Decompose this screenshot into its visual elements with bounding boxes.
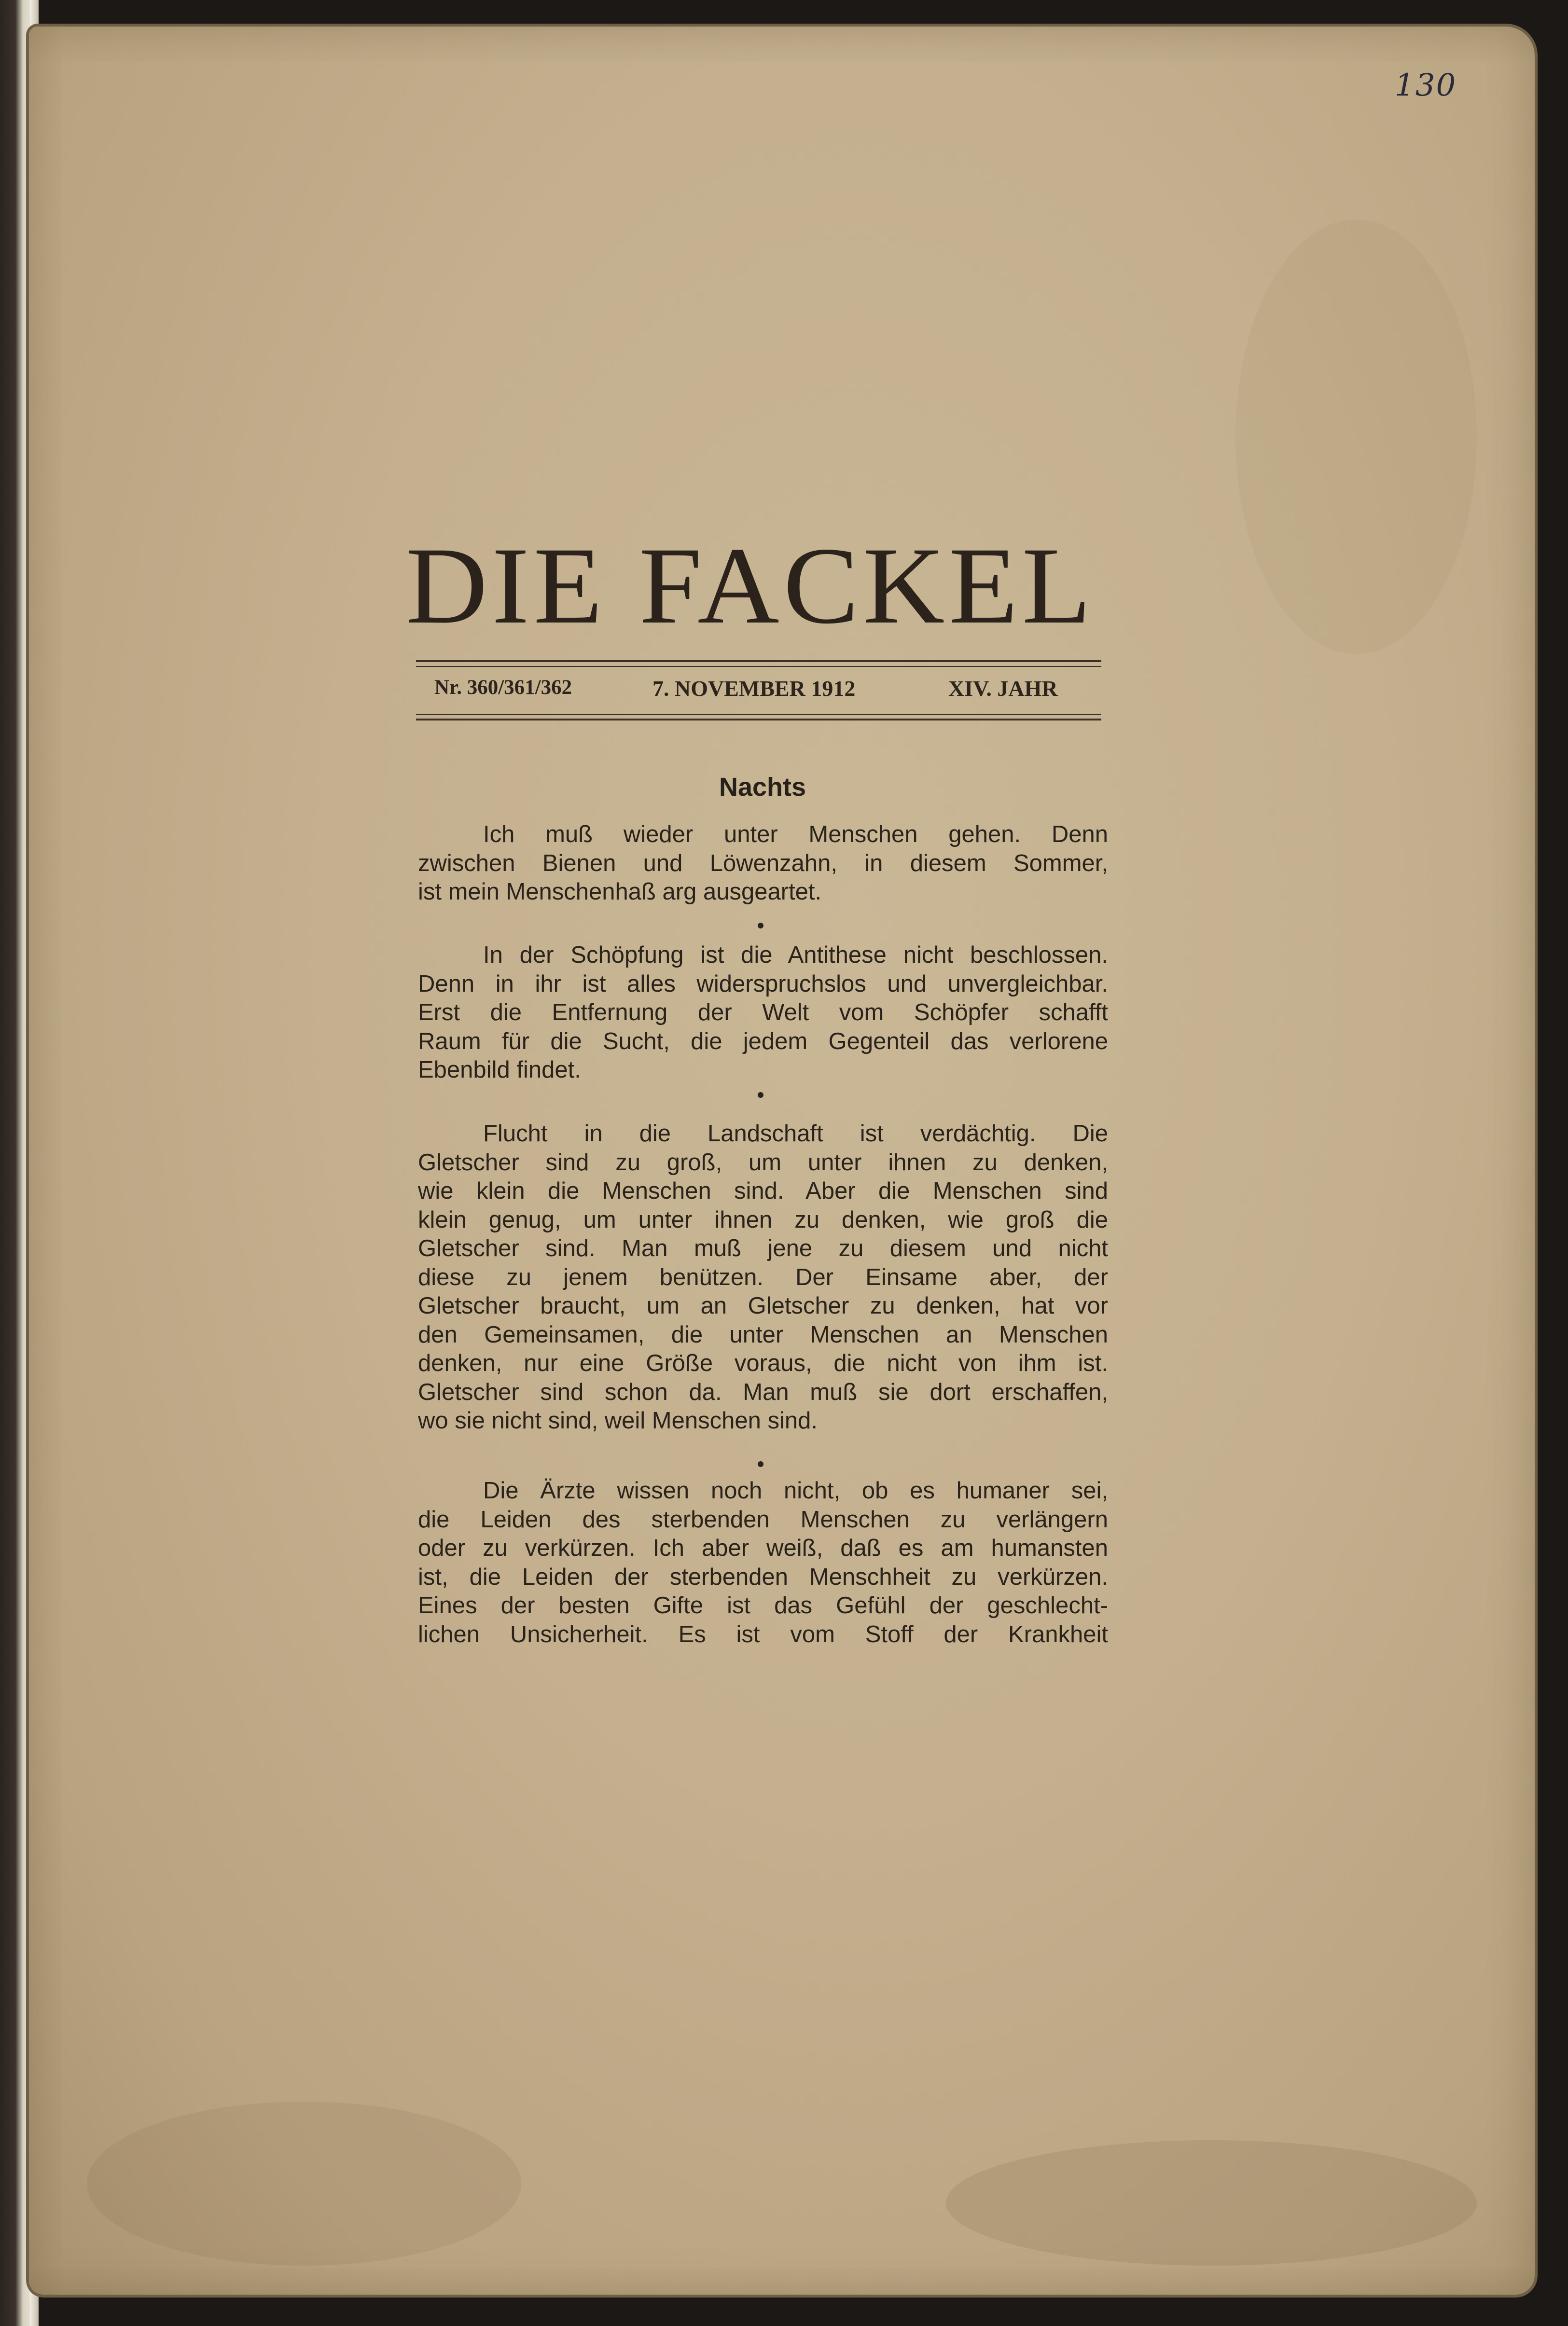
issue-volume: XIV. JAHR [948,676,1058,701]
text-line: ist, die Leiden der sterbenden Menschheit zu verkürzen. [418,1564,1108,1590]
text-line: Ebenbild findet. [418,1057,581,1083]
issue-date: 7. NOVEMBER 1912 [652,676,856,701]
section-separator-dot [758,1092,763,1098]
text-line: Gletscher braucht, um an Gletscher zu denken, hat vor [418,1293,1108,1319]
masthead-rule [416,714,1101,715]
text-line: klein genug, um unter ihnen zu denken, wie groß die [418,1206,1108,1233]
text-line: lichen Unsicherheit. Es ist vom Stoff der Krankheit [418,1621,1108,1648]
article-title: Nachts [719,773,806,802]
handwritten-folio-number: 130 [1395,68,1457,103]
text-line: ist mein Menschenhaß arg ausgeartet. [418,879,822,905]
text-line: Die Ärzte wissen noch nicht, ob es humaner sei, [483,1478,1108,1504]
paper-stain [1235,220,1477,654]
text-line: Gletscher sind. Man muß jene zu diesem und nicht [418,1235,1108,1261]
text-line: zwischen Bienen und Löwenzahn, in diesem Sommer, [418,850,1108,876]
issue-line [430,676,1091,705]
text-line: Ich muß wieder unter Menschen gehen. Denn [483,821,1108,847]
masthead-title: DIE FACKEL [405,525,1096,647]
text-line: Raum für die Sucht, die jedem Gegenteil das verlorene [418,1028,1108,1054]
paper-stain [87,2102,521,2266]
text-line: Erst die Entfernung der Welt vom Schöpfer schafft [418,999,1108,1025]
masthead-rule [416,719,1101,720]
text-line: Gletscher sind zu groß, um unter ihnen zu denken, [418,1149,1108,1176]
text-line: Denn in ihr ist alles widerspruchslos und unvergleichbar. [418,970,1108,997]
text-line: wo sie nicht sind, weil Menschen sind. [418,1408,818,1434]
masthead-rule [416,660,1101,662]
paper-stain [946,2140,1477,2266]
article-paragraph [418,1120,1108,1436]
section-separator-dot [758,923,763,928]
text-line: wie klein die Menschen sind. Aber die Menschen sind [418,1178,1108,1204]
text-line: Eines der besten Gifte ist das Gefühl der geschlecht- [418,1592,1108,1619]
issue-number: Nr. 360/361/362 [434,676,572,699]
text-line: oder zu verkürzen. Ich aber weiß, daß es am humansten [418,1535,1108,1561]
article-paragraph [418,820,1108,907]
article-paragraph [418,1477,1108,1649]
text-line: denken, nur eine Größe voraus, die nicht von ihm ist. [418,1350,1108,1376]
text-line: In der Schöpfung ist die Antithese nicht beschlossen. [483,942,1108,968]
text-line: Gletscher sind schon da. Man muß sie dort erschaffen, [418,1379,1108,1405]
text-line: diese zu jenem benützen. Der Einsame aber, der [418,1264,1108,1290]
section-separator-dot [758,1461,763,1467]
masthead-rule [416,666,1101,667]
text-line: Flucht in die Landschaft ist verdächtig. Die [483,1121,1108,1147]
text-line: die Leiden des sterbenden Menschen zu verlängern [418,1506,1108,1533]
text-line: den Gemeinsamen, die unter Menschen an Menschen [418,1321,1108,1348]
article-paragraph [418,941,1108,1085]
